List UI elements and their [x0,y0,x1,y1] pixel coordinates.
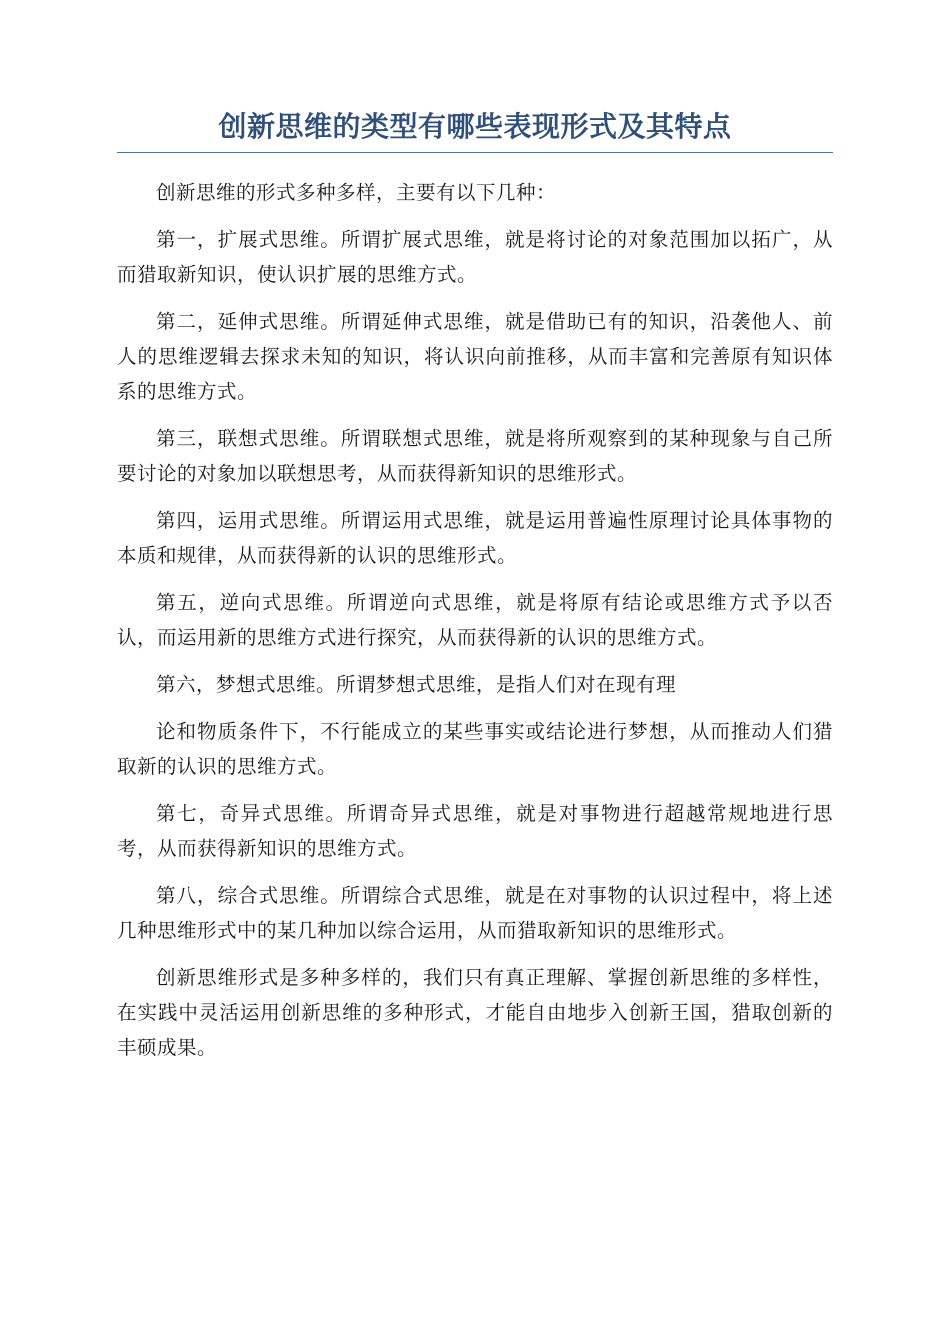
paragraph-seventh: 第七，奇异式思维。所谓奇异式思维，就是对事物进行超越常规地进行思考，从而获得新知识的思维方式。 [117,802,833,860]
paragraph-conclusion: 创新思维形式是多种多样的，我们只有真正理解、掌握创新思维的多样性，在实践中灵活运用创新思维的多种形式，才能自由地步入创新王国，猎取创新的丰硕成果。 [117,966,833,1059]
paragraph-first: 第一，扩展式思维。所谓扩展式思维，就是将讨论的对象范围加以拓广，从而猎取新知识，使认识扩展的思维方式。 [117,228,833,286]
paragraph-sixth: 第六，梦想式思维。所谓梦想式思维，是指人们对在现有理 [156,673,677,696]
document-body [117,175,833,1065]
paragraph-second: 第二，延伸式思维。所谓延伸式思维，就是借助已有的知识，沿袭他人、前人的思维逻辑去探求未知的知识，将认识向前推移，从而丰富和完善原有知识体系的思维方式。 [117,310,833,403]
paragraph-fourth: 第四，运用式思维。所谓运用式思维，就是运用普遍性原理讨论具体事物的本质和规律，从而获得新的认识的思维形式。 [117,509,833,567]
document-page [117,105,833,1077]
paragraph-intro: 创新思维的形式多种多样，主要有以下几种： [156,181,557,204]
paragraph-eighth: 第八，综合式思维。所谓综合式思维，就是在对事物的认识过程中，将上述几种思维形式中的某几种加以综合运用，从而猎取新知识的思维形式。 [117,884,833,942]
paragraph-fifth: 第五，逆向式思维。所谓逆向式思维，就是将原有结论或思维方式予以否认，而运用新的思维方式进行探究，从而获得新的认识的思维方式。 [117,591,833,649]
paragraph-third: 第三，联想式思维。所谓联想式思维，就是将所观察到的某种现象与自己所要讨论的对象加以联想思考，从而获得新知识的思维形式。 [117,427,833,485]
paragraph-sixth-continued: 论和物质条件下，不行能成立的某些事实或结论进行梦想，从而推动人们猎取新的认识的思维方式。 [117,720,833,778]
document-title: 创新思维的类型有哪些表现形式及其特点 [117,105,833,153]
